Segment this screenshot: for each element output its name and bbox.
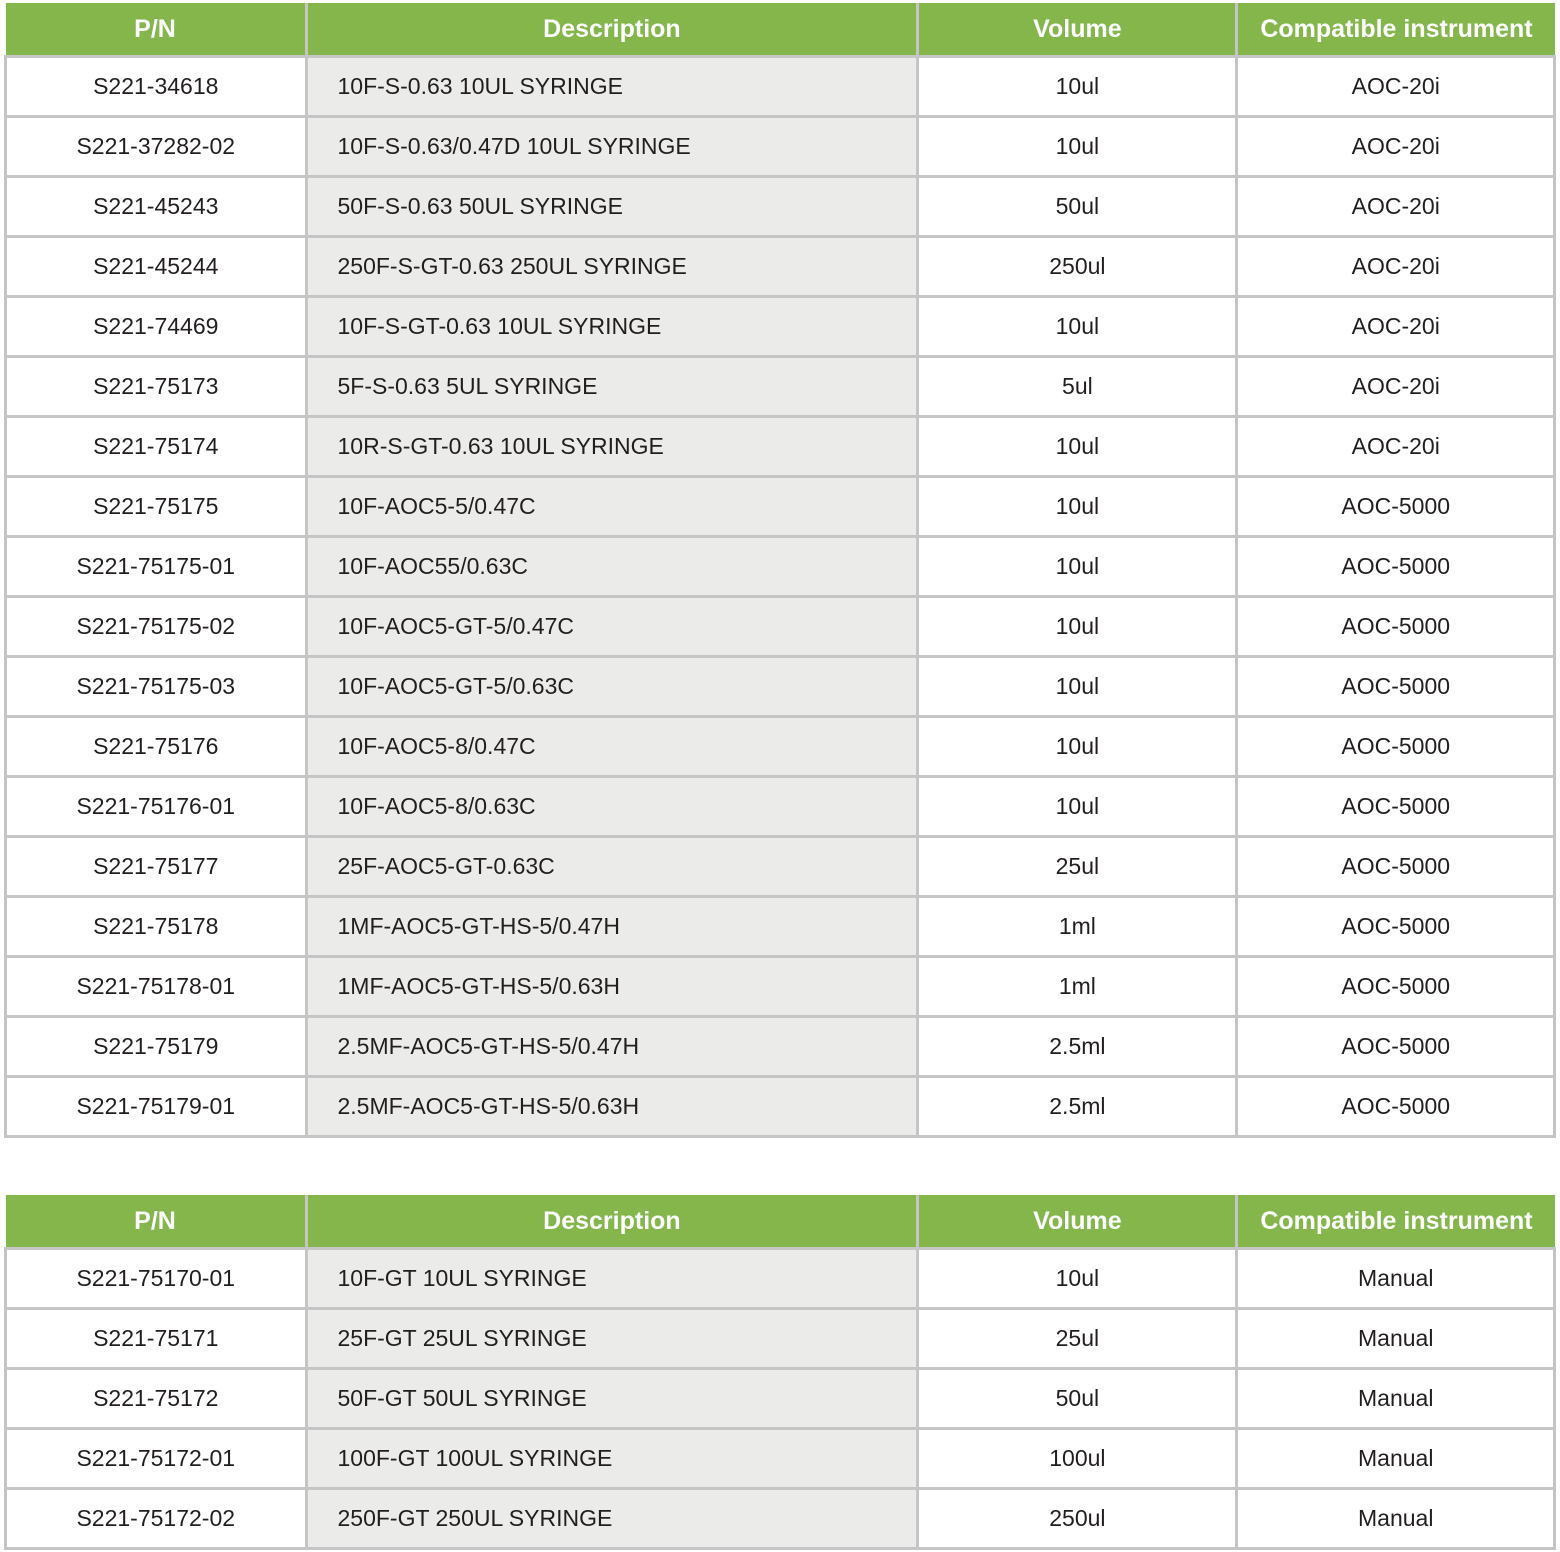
column-header-volume: Volume	[918, 1195, 1237, 1249]
part-number-cell: S221-74469	[6, 297, 307, 357]
column-header-volume: Volume	[918, 3, 1237, 57]
description-cell: 10F-AOC5-8/0.63C	[306, 777, 918, 837]
volume-cell: 10ul	[918, 777, 1237, 837]
table-row	[6, 297, 1555, 357]
description-cell: 25F-AOC5-GT-0.63C	[306, 837, 918, 897]
volume-cell: 10ul	[918, 417, 1237, 477]
part-number-cell: S221-75175-03	[6, 657, 307, 717]
table-row	[6, 1077, 1555, 1137]
volume-cell: 25ul	[918, 1309, 1237, 1369]
column-header-compatible-instrument: Compatible instrument	[1237, 1195, 1555, 1249]
table-row	[6, 1249, 1555, 1309]
instrument-cell: Manual	[1237, 1429, 1555, 1489]
volume-cell: 50ul	[918, 1369, 1237, 1429]
part-number-cell: S221-75176-01	[6, 777, 307, 837]
description-cell: 10R-S-GT-0.63 10UL SYRINGE	[306, 417, 918, 477]
syringe-table-autosampler	[4, 3, 1556, 1138]
description-cell: 250F-S-GT-0.63 250UL SYRINGE	[306, 237, 918, 297]
instrument-cell: AOC-5000	[1237, 1017, 1555, 1077]
table-row	[6, 657, 1555, 717]
instrument-cell: Manual	[1237, 1369, 1555, 1429]
description-cell: 250F-GT 250UL SYRINGE	[306, 1489, 918, 1549]
column-header-description: Description	[306, 1195, 918, 1249]
volume-cell: 50ul	[918, 177, 1237, 237]
volume-cell: 1ml	[918, 897, 1237, 957]
description-cell: 50F-S-0.63 50UL SYRINGE	[306, 177, 918, 237]
description-cell: 25F-GT 25UL SYRINGE	[306, 1309, 918, 1369]
instrument-cell: AOC-5000	[1237, 777, 1555, 837]
part-number-cell: S221-75172	[6, 1369, 307, 1429]
table-row	[6, 117, 1555, 177]
part-number-cell: S221-75171	[6, 1309, 307, 1369]
table-row	[6, 1369, 1555, 1429]
volume-cell: 10ul	[918, 117, 1237, 177]
part-number-cell: S221-45244	[6, 237, 307, 297]
description-cell: 100F-GT 100UL SYRINGE	[306, 1429, 918, 1489]
syringe-table-manual	[4, 1195, 1556, 1550]
part-number-cell: S221-34618	[6, 57, 307, 117]
description-cell: 10F-AOC5-GT-5/0.63C	[306, 657, 918, 717]
table-row	[6, 1309, 1555, 1369]
part-number-cell: S221-75176	[6, 717, 307, 777]
instrument-cell: AOC-20i	[1237, 237, 1555, 297]
header-row	[6, 3, 1555, 57]
column-header-compatible-instrument: Compatible instrument	[1237, 3, 1555, 57]
table-row	[6, 1429, 1555, 1489]
volume-cell: 10ul	[918, 57, 1237, 117]
description-cell: 2.5MF-AOC5-GT-HS-5/0.63H	[306, 1077, 918, 1137]
table-row	[6, 957, 1555, 1017]
volume-cell: 25ul	[918, 837, 1237, 897]
description-cell: 10F-AOC5-8/0.47C	[306, 717, 918, 777]
part-number-cell: S221-75178-01	[6, 957, 307, 1017]
part-number-cell: S221-37282-02	[6, 117, 307, 177]
instrument-cell: AOC-5000	[1237, 537, 1555, 597]
part-number-cell: S221-75170-01	[6, 1249, 307, 1309]
volume-cell: 2.5ml	[918, 1017, 1237, 1077]
instrument-cell: AOC-5000	[1237, 1077, 1555, 1137]
table-row	[6, 477, 1555, 537]
instrument-cell: AOC-20i	[1237, 57, 1555, 117]
part-number-cell: S221-75178	[6, 897, 307, 957]
instrument-cell: Manual	[1237, 1249, 1555, 1309]
instrument-cell: Manual	[1237, 1309, 1555, 1369]
table-row	[6, 1489, 1555, 1549]
part-number-cell: S221-75179-01	[6, 1077, 307, 1137]
table-row	[6, 777, 1555, 837]
volume-cell: 250ul	[918, 1489, 1237, 1549]
header-row	[6, 1195, 1555, 1249]
instrument-cell: AOC-5000	[1237, 657, 1555, 717]
volume-cell: 10ul	[918, 297, 1237, 357]
part-number-cell: S221-75172-02	[6, 1489, 307, 1549]
part-number-cell: S221-45243	[6, 177, 307, 237]
description-cell: 10F-AOC55/0.63C	[306, 537, 918, 597]
instrument-cell: AOC-5000	[1237, 957, 1555, 1017]
part-number-cell: S221-75172-01	[6, 1429, 307, 1489]
instrument-cell: AOC-20i	[1237, 297, 1555, 357]
description-cell: 5F-S-0.63 5UL SYRINGE	[306, 357, 918, 417]
instrument-cell: AOC-5000	[1237, 717, 1555, 777]
volume-cell: 2.5ml	[918, 1077, 1237, 1137]
description-cell: 10F-AOC5-5/0.47C	[306, 477, 918, 537]
description-cell: 10F-AOC5-GT-5/0.47C	[306, 597, 918, 657]
volume-cell: 10ul	[918, 477, 1237, 537]
description-cell: 10F-GT 10UL SYRINGE	[306, 1249, 918, 1309]
part-number-cell: S221-75179	[6, 1017, 307, 1077]
description-cell: 50F-GT 50UL SYRINGE	[306, 1369, 918, 1429]
volume-cell: 10ul	[918, 537, 1237, 597]
description-cell: 1MF-AOC5-GT-HS-5/0.63H	[306, 957, 918, 1017]
instrument-cell: AOC-20i	[1237, 177, 1555, 237]
part-number-cell: S221-75175-02	[6, 597, 307, 657]
part-number-cell: S221-75174	[6, 417, 307, 477]
description-cell: 10F-S-GT-0.63 10UL SYRINGE	[306, 297, 918, 357]
instrument-cell: AOC-5000	[1237, 477, 1555, 537]
table-row	[6, 237, 1555, 297]
table-row	[6, 837, 1555, 897]
table-row	[6, 597, 1555, 657]
volume-cell: 100ul	[918, 1429, 1237, 1489]
volume-cell: 10ul	[918, 657, 1237, 717]
instrument-cell: Manual	[1237, 1489, 1555, 1549]
table-row	[6, 537, 1555, 597]
table-row	[6, 357, 1555, 417]
part-number-cell: S221-75177	[6, 837, 307, 897]
instrument-cell: AOC-20i	[1237, 117, 1555, 177]
instrument-cell: AOC-20i	[1237, 357, 1555, 417]
column-header-description: Description	[306, 3, 918, 57]
table-row	[6, 717, 1555, 777]
table-row	[6, 1017, 1555, 1077]
part-number-cell: S221-75173	[6, 357, 307, 417]
table-row	[6, 417, 1555, 477]
description-cell: 1MF-AOC5-GT-HS-5/0.47H	[306, 897, 918, 957]
volume-cell: 5ul	[918, 357, 1237, 417]
volume-cell: 10ul	[918, 597, 1237, 657]
volume-cell: 10ul	[918, 1249, 1237, 1309]
volume-cell: 10ul	[918, 717, 1237, 777]
description-cell: 10F-S-0.63 10UL SYRINGE	[306, 57, 918, 117]
part-number-cell: S221-75175-01	[6, 537, 307, 597]
part-number-cell: S221-75175	[6, 477, 307, 537]
description-cell: 10F-S-0.63/0.47D 10UL SYRINGE	[306, 117, 918, 177]
instrument-cell: AOC-5000	[1237, 837, 1555, 897]
table-row	[6, 177, 1555, 237]
volume-cell: 250ul	[918, 237, 1237, 297]
table-row	[6, 897, 1555, 957]
column-header-pn: P/N	[6, 3, 307, 57]
volume-cell: 1ml	[918, 957, 1237, 1017]
column-header-pn: P/N	[6, 1195, 307, 1249]
description-cell: 2.5MF-AOC5-GT-HS-5/0.47H	[306, 1017, 918, 1077]
table-row	[6, 57, 1555, 117]
instrument-cell: AOC-5000	[1237, 597, 1555, 657]
instrument-cell: AOC-20i	[1237, 417, 1555, 477]
instrument-cell: AOC-5000	[1237, 897, 1555, 957]
